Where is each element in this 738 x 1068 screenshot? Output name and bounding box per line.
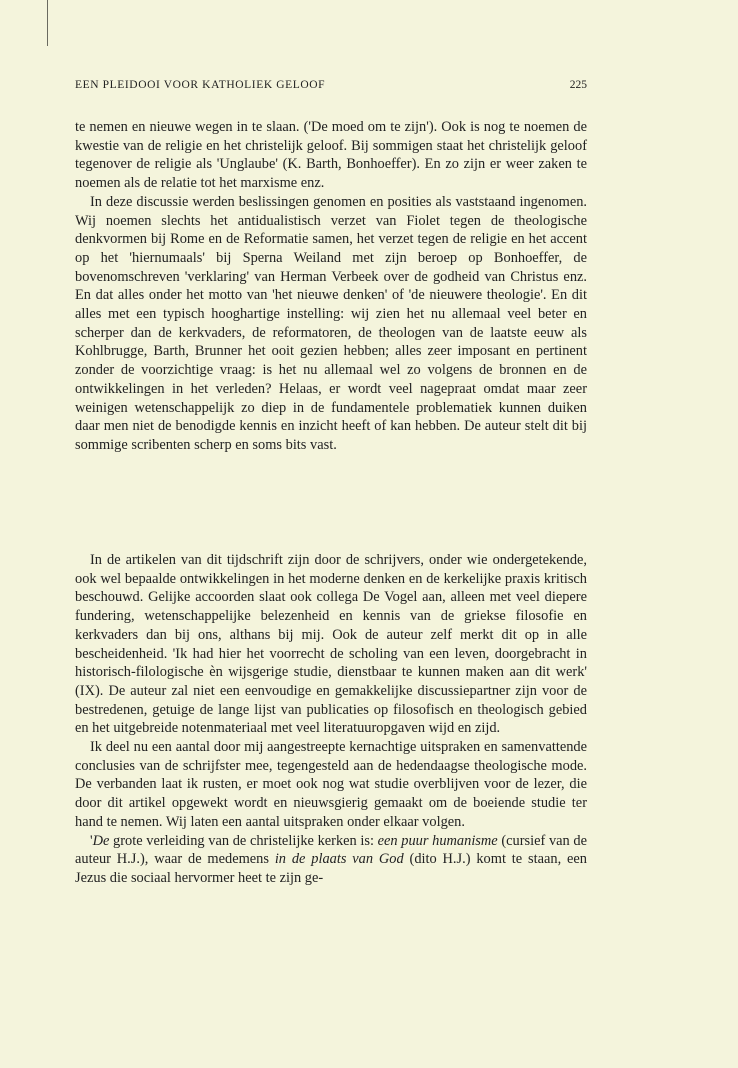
quote-text-1: grote verleiding van de christelijke kerken is: xyxy=(109,832,378,849)
running-title: EEN PLEIDOOI VOOR KATHOLIEK GELOOF xyxy=(75,79,326,91)
italic-plaats-van-god: in de plaats van God xyxy=(274,851,404,868)
text-section-1 xyxy=(75,118,587,455)
quote-text-3: (dito H.J.) komt te staan, een Jezus die sociaal hervormer heet te zijn ge- xyxy=(75,851,587,886)
running-header xyxy=(75,79,587,97)
quote-open: ' xyxy=(90,832,93,849)
paragraph-continuation: te nemen en nieuwe wegen in te slaan. ('De moed om te zijn'). Ook is nog te noemen de kwestie van de religie en het christelijk geloof. Bij sommigen staat het christelijk geloof tegenover de religie als 'Unglaube' (K. Barth, Bonhoeffer). En zo zijn er weer zaken te noemen als de relatie tot het marxisme enz. xyxy=(75,119,587,192)
paragraph-quote xyxy=(75,832,587,888)
paragraph-discussion: In deze discussie werden beslissingen genomen en posities als vaststaand ingenomen. Wij noemen slechts het antidualistisch verzet van Fiolet tegen de theologische denkvormen bij Rome en de Reformatie samen, het verzet tegen de religie en het accent op het 'hiernumaals' bij Sperna Weiland met zijn beroep op Bonhoeffer, de bovenomschreven 'verklaring' van Herman Verbeek over de godheid van Christus enz. En dat alles onder het motto van 'het nieuwe denken' of 'de nieuwere theologie'. En dit alles met een typisch hooghartige instelling: wij zien het nu allemaal veel beter en scherper dan de kerkvaders, de reformatoren, de theologen van de laatste eeuw als Kohlbrugge, Barth, Brunner het ooit gezien hebben; alles zeer imposant en pertinent zonder de voorzichtige vraag: is het nu allemaal wel zo volgens de bronnen en de ontwikkelingen in het verleden? Helaas, er wordt veel nagepraat omdat maar zeer weinigen wetenschappelijk zo diep in de fundamentele problematiek kunnen duiken daar men niet de benodigde kennis en inzicht heeft of kan hebben. De auteur stelt dit bij sommige scribenten scherp en soms bits vast. xyxy=(75,193,587,453)
text-section-2 xyxy=(75,551,587,888)
paragraph-articles: In de artikelen van dit tijdschrift zijn door de schrijvers, onder wie ondergetekende, ook wel bepaalde ontwikkelingen in het moderne denken en de kerkelijke praxis kritisch beschouwd. Gelijke accoorden slaat ook collega De Vogel aan, alleen met veel diepere fundering, wetenschappelijke belezenheid en kennis van de griekse filosofie en kerkvaders dan bij ons, althans bij mij. Ook de auteur zelf merkt dit op in alle bescheidenheid. 'Ik had hier het voorrecht de scholing van een leven, doorgebracht in historisch-filologische èn wijsgerige studie, dienstbaar te kunnen maken aan dit werk' (IX). De auteur zal niet een eenvoudige en gemakkelijke discussiepartner zijn voor de bestredenen, getuige de lange lijst van publicaties op filosofisch en theologisch gebied en het uitgebreide notenmateriaal met veel literatuuropgaven wijd en zijd. xyxy=(75,552,587,737)
italic-humanisme: een puur humanisme xyxy=(377,832,498,849)
paragraph-statements: Ik deel nu een aantal door mij aangestreepte kernachtige uitspraken en samenvattende conclusies van de schrijfster mee, tegengesteld aan de hedendaagse theologische mode. De verbanden laat ik rusten, er moet ook nog wat studie overblijven voor de lezer, die door dit artikel opgewekt wordt en nieuwsgierig gemaakt om de boeiende studie ter hand te nemen. Wij laten een aantal uitspraken onder elkaar volgen. xyxy=(75,739,587,830)
page-number: 225 xyxy=(569,79,587,91)
quote-text-2: (cursief van de auteur H.J.), waar de medemens xyxy=(75,832,587,868)
italic-de: De xyxy=(92,832,110,849)
page-edge-line xyxy=(47,0,48,46)
